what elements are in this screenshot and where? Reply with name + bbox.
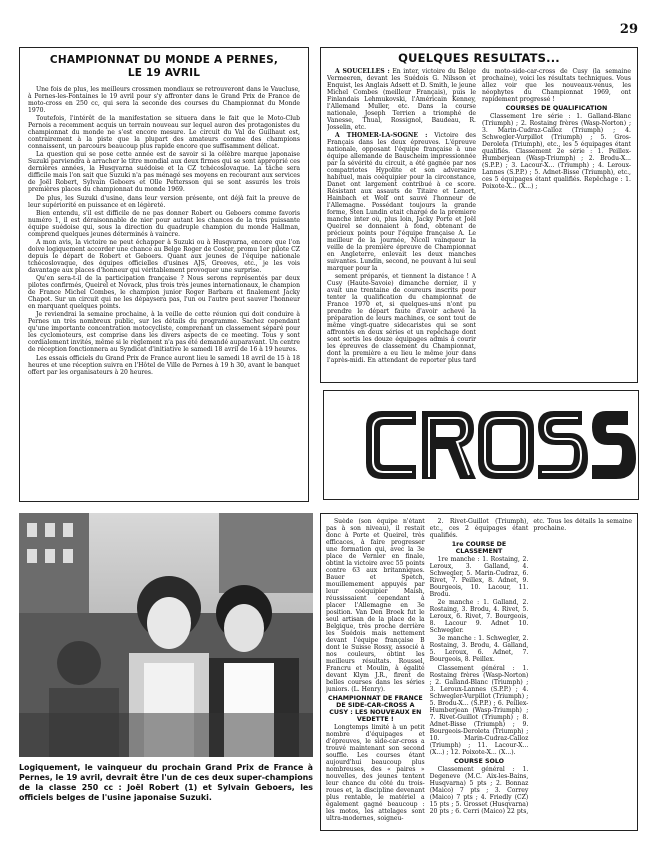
article-resultats bbox=[320, 47, 638, 383]
article-sidecar bbox=[320, 513, 638, 831]
article-title: QUELQUES RESULTATS... bbox=[398, 51, 560, 65]
cross-logo-graphic bbox=[324, 391, 638, 499]
section-heading: A SOUCELLES : bbox=[335, 68, 390, 75]
classement-title: 1re COURSE DE CLASSEMENT bbox=[451, 541, 507, 555]
paragraph: 2. Rivet-Guillot (Triumph), etc., ces 2 équipages étant qualifiés. bbox=[429, 518, 529, 539]
section-text: A THOMER-LA-SOGNE : Victoire des Français dans les deux épreuves. L'épreuve nationale, opposant l'équipe française à une équipe allemande de Bauscheim impressionnée par la sévérité du circuit, a été gagnée par nos compatriotes Hypolite et son adversaire habituel, mais coéquipier pour la circonstance, Danet ont largement contribué à ce score. Résistant aux assauts de Titaire et Lenort, Hainbach et Wolf ont sauvé l'honneur de l'Allemagne. Possédant toujours la grande forme, Sten Lundin etait chargé de la premiere manche inter où, plus loin, Jacky Porte et Joël Queirel se donnaient à fond, obtenant de précieux points pour l'équipe française A. Le meilleur de la journée, Nicoll vainqueur la veille de la première épreuve de Championnat en Angleterre, enlevait les deux manches suivantes. Lundin, second, ne pouvant à lui seul marquer pour la bbox=[327, 132, 477, 273]
photo-image bbox=[19, 513, 313, 757]
paragraph: 1re manche : 1. Rostaing, 2. Leroux, 3. Galland, 4. Schwegler, 5. Marin-Cudraz, 6. Rivet, 7. Peillex, 8. Adnet, 9. Bourgeois, 10. Lacour, 11. Brodu. bbox=[429, 556, 529, 598]
article-championnat bbox=[19, 47, 309, 502]
paragraph: Les essais officiels du Grand Prix de France auront lieu le samedi 18 avril de 15 à 18 heures et une réception suivra en l'Hôtel de Ville de Pernes à 19 h 30, avant le banquet offert par les organisateurs à 20 heures. bbox=[28, 354, 300, 376]
photo-caption: Logiquement, le vainqueur du prochain Grand Prix de France à Pernes, le 19 avril, devrait être l'un de ces deux super-champions de la classe 250 cc : Joël Robert (1) et Sylvain Geboers, les officiels belges de l'usine japonaise Suzuki. bbox=[19, 763, 313, 802]
cross-logo-text: CROSS bbox=[324, 391, 328, 392]
page-number: 29 bbox=[619, 22, 638, 37]
cross-logo bbox=[323, 390, 639, 500]
paragraph: 3e manche : 1. Schwegler, 2. Rostaing, 3. Brodu, 4. Galland, 5. Leroux, 6. Adnet, 7. Bourgeois, 8. Peillex. bbox=[429, 635, 529, 664]
paragraph: Classement général : 1. Rostaing frères (Wasp-Norton) ; 2. Galland-Blanc (Triumph) ; 3. Leroux-Lannes (S.P.P.) ; 4. Schwegler-Vurpillot (Triumph) ; 5. Brodu-X... (S.P.P.) ; 6. Peillex-Humberjean (Wasp-Triumph) ; 7. Rivet-Guillot (Triumph) ; 8. Adnet-Bisse (Triumph) ; 9. Bourgeois-Deroleta (Triumph) ; 10. Marin-Cudraz-Calloz (Triumph) ; 11. Lacour-X... (X...) ; 12. Poixote-X... (X...). bbox=[429, 664, 529, 756]
sidecar-title: CHAMPIONNAT DE FRANCE DE SIDE-CAR-CROSS A CUSY : LES NOUVEAUX EN VEDETTE ! bbox=[327, 695, 423, 723]
section-heading: A THOMER-LA-SOGNE : bbox=[335, 132, 428, 140]
paragraph: Longtemps limité à un petit nombre d'équipages et d'épreuves, le side-car-cross a trouvé maintenant son second souffle. Les courses étant aujourd'hui beaucoup plus nombreuses, des « paires » nouvelles, des jeunes tentent leur chance du côté du trois-roues et, la discipline devenant plus rentable, le matériel a également gagné beaucoup : les motos, les attelages sont ultra-modernes, soigneu- bbox=[326, 724, 425, 822]
article-body bbox=[326, 518, 632, 828]
paragraph: 2e manche : 1. Galland, 2. Rostaing, 3. Brodu, 4. Rivet, 5. Leroux, 6. Rivet, 7. Bourgeois, 8. Lacour 9. Adnet 10. Schwegler. bbox=[429, 599, 529, 635]
paragraph: Je reviendrai la semaine prochaine, à la veille de cette réunion qui doit conduire à Pernes un très nombreux public, sur les détails du programme. Sachez cependant qu'une importante concentration motocycliste, comprenant un classement séparé pour les cyclomoteurs, est comprise dans les divers aspects de ce meeting. Tous y sont cordialement invités, même si le règlement n'a pas été demandé auparavant. Un centre de réception fonctionnera au Syndicat d'initiative le samedi 18 avril de 16 à 19 heures. bbox=[28, 311, 300, 354]
solo-title: COURSE SOLO bbox=[453, 757, 504, 765]
section-text: A SOUCELLES : En inter, victoire du Belge Vermeeren, devant les Suédois G. Nilsson et Enquist, les Anglais Adsett et D. Smith, le jeune Michel Combes (meilleur Français), puis le Finlandais Lehmukovski, l'Américain Kenney, l'Allemand Muller, etc. Dans la course nationale, Joseph Terrien a triomphé de Vanesse, Thual, Rossignol, Baudeau, R. Josselin, etc. bbox=[327, 68, 476, 131]
section-heading: COURSES DE QUALIFICATION bbox=[505, 105, 608, 112]
article-body bbox=[327, 68, 631, 370]
article-body bbox=[28, 86, 300, 471]
paragraph: A mon avis, la victoire ne peut échapper à Suzuki ou à Husqvarna, encore que l'on doive logiquement accorder une chance au Belge Roger de Coster, promu 1er pilote CZ depuis le départ de Robert et Geboers. Quant aux jeunes de l'équipe nationale tchécoslovaque, des équipes officielles d'usines AJS, Greeves, etc., je les vois davantage aux places d'honneur qui véritablement provoquer une surprise. bbox=[28, 238, 300, 274]
photo-riders bbox=[19, 513, 313, 757]
paragraph: De plus, les Suzuki d'usine, dans leur version présente, ont déjà fait la preuve de leur supériorité en puissance et en légèreté. bbox=[28, 194, 300, 209]
paragraph: Toutefois, l'intérêt de la manifestation se situera dans le fait que le Moto-Club Pernois a recemment acquis un terrain nouveau sur lequel auron des protagonistes du championnat du monde ne s'est encore mesure. Le circuit du Val de Guilhaut est, contrairement à la piste que la plupart des amateurs comme des champions connaissent, un parcours beaucoup plus rapide encore que suffisamment délicat. bbox=[28, 115, 300, 151]
article-title-line2: LE 19 AVRIL bbox=[127, 67, 201, 79]
section-text: Classement 1re série : 1. Galland-Blanc (Triumph) ; 2. Rostaing frères (Wasp-Norton) ; 3. Marin-Cudraz-Calloz (Triumph) ; 4. Schwegler-Vurpillot (Triumph) ; 5. Gros-Deroleta (Triumph), etc., les 5 équipages étant qualifiés. Classement 2e série : 1. Peillex-Humberjean (Wasp-Triumph) ; 2. Brodu-X... (S.P.P.) ; 3. Lacour-X... (Triumph) ; 4. Leroux-Lannes (S.P.P.) ; 5. Adnet-Bisse (Triumph), etc., ces 5 équipages étant qualifiés. Repêchage : 1. Poixote-X... (X...) ; bbox=[482, 113, 631, 190]
paragraph: Qu'en sera-t-il de la participation française ? Nous serons représentés par deux pilotes confirmés, Queirel et Novack, plus trois très jeunes internationaux, le champion de France Michel Combes, le champion junior Roger Barbara et finalement Jacky Chapot. Sur un circuit qui ne les dépaysera pas, l'un ou l'autre peut sauver l'honneur en marquant quelques points. bbox=[28, 275, 300, 311]
paragraph: Classement général : 1. Degeneve (M.C. Aix-les-Bains, Husqvarna) 5 pts ; 2. Bonnaz (Maico) 7 pts ; 3. Correy (Maico) 7 pts ; 4. Friedly (CZ) 15 pts ; 5. Grosset (Husqvarna) 20 pts ; 6. Cerri (Maico) 22 pts, etc. Tous les détails la semaine prochaine. bbox=[429, 518, 632, 815]
paragraph: La question qui se pose cette année est de savoir si la célèbre marque japonaise Suzuki parviendra à arracher le titre mondial aux deux firmes qui se sont approprié ces dernières années, la Husqvarna suédoise et la CZ tchécoslovaque. La tâche sera difficile mais l'on sait que Suzuki n'a pas ménagé ses moyens en recourant aux services de Joël Robert, Sylvain Geboers et Olle Pettersson qui se sont assurés les trois premières places du championnat du monde 1969. bbox=[28, 151, 300, 194]
section-text: sement préparés, et tiennent la distance ! A Cusy (Haute-Savoie) dimanche dernier, il y avait une trentaine de coureurs inscrits pour tenter la qualification du championnat de France 1970 et, si quelques-uns n'ont pu prendre le départ faute d'avoir achevé la préparation de leurs machines, ce sont tout de même vingt-quatre sidecaristes qui se sont affrontés en deux séries et un repêchage dont sont sortis les douze équipages admis à courir les épreuves de classement du Championnat, dont la première a eu lieu le même jour dans l'après-midi. En attendant de reporter plus tard du moto-side-car-cross de Cusy (la semaine prochaine), voici les résultats techniques. Vous allez voir que les nouveaux-venus, les néophytes du Championnat 1969, ont rapidement progressé ! bbox=[327, 68, 631, 365]
paragraph: Une fois de plus, les meilleurs crossmen mondiaux se retrouveront dans le Vaucluse, à Pernes-les-Fontaines le 19 avril pour s'y affronter dans le Grand Prix de France de moto-cross en 250 cc, qui sera la seconde des courses du Championnat du Monde 1970. bbox=[28, 86, 300, 114]
paragraph: Bien entendu, s'il est difficile de ne pas donner Robert ou Geboers comme favoris numéro 1, il est déraisonnable de nier pour autant les chances de la très puissante équipe suédoise qui, sous la direction du quadruple champion du monde Hallman, comprend quelques jeunes déterminés à vaincre. bbox=[28, 209, 300, 238]
article-title-line1: CHAMPIONNAT DU MONDE A PERNES, bbox=[49, 54, 279, 66]
paragraph: Suède (son équipe n'étant pas à son niveau), il restait donc à Porte et Queirel, très efficaces, à faire progresser une formation qui, avec la 3e place de Vernier en finale, obtint la victoire avec 55 points contre 63 aux britanniques. Bauer et Spetch, mouillemement appuyés par leur coéquipier Maish, réussissaient cependant à placer l'Allemagne en 3e position. Van Den Broek fut le seul artisan de la place de la Belgique, très proche derrière les Suédois mais nettement devant l'équipe française B dont le Suisse Rossy, associé à nos couleurs, obtint les meilleurs résultats. Roussel, Francru et Moulin, à égalité devant Klym J.R., firent de belles courses dans les séries juniors. (L. Henry). bbox=[326, 518, 425, 693]
